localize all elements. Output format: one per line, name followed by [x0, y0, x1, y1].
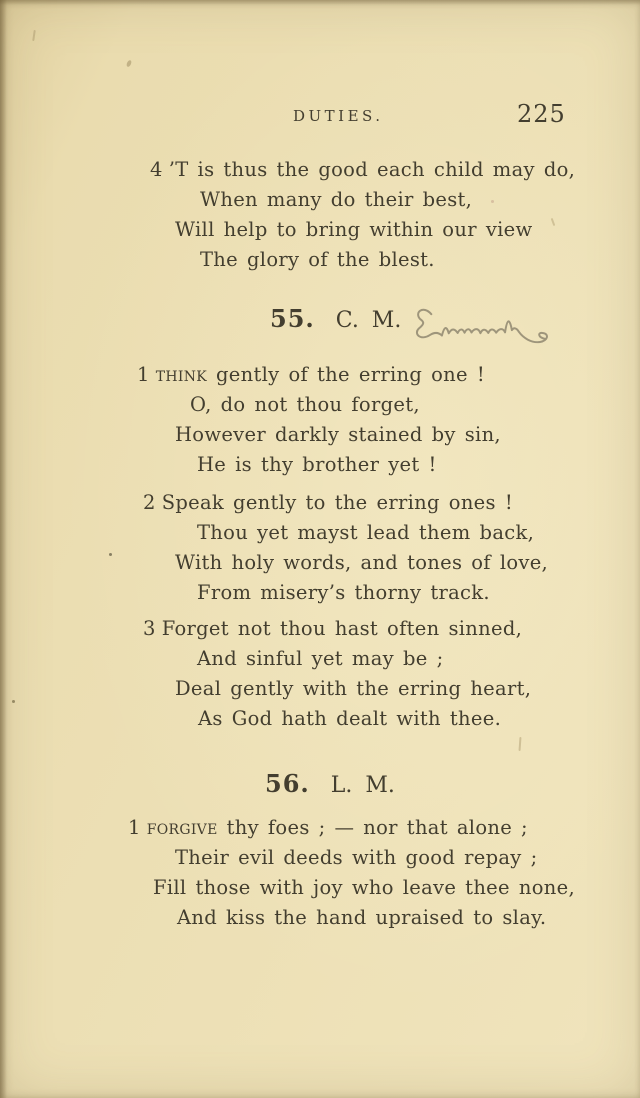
hymn-55-heading	[270, 304, 401, 333]
hymn-56-heading	[265, 769, 395, 798]
page-number: 225	[517, 100, 566, 128]
handwritten-annotation	[409, 297, 569, 352]
verse-number: 2	[143, 491, 156, 514]
verse-number: 4	[150, 158, 163, 181]
verse-line-lead: think	[155, 363, 208, 386]
verse-line-lead: forgive	[146, 816, 218, 839]
verse-line: From misery’s thorny track.	[197, 581, 490, 604]
verse-line-rest: thy foes ; — nor that alone ;	[217, 816, 528, 839]
verse-line-lead: ’T	[168, 158, 189, 181]
verse-line: When many do their best,	[200, 188, 473, 211]
verse-line	[143, 614, 531, 644]
verse-line: He is thy brother yet !	[197, 453, 437, 476]
verse-line: Deal gently with the erring heart,	[175, 677, 532, 700]
page-edge-shadow-left	[0, 0, 7, 1098]
carryover-verse	[150, 155, 575, 275]
hymn-55-verse-1	[137, 360, 501, 480]
verse-line	[137, 360, 501, 390]
hymn-55-verse-2	[143, 488, 548, 608]
verse-line	[143, 488, 548, 518]
verse-line: Fill those with joy who leave thee none,	[153, 876, 575, 899]
hymn-55-verse-3	[143, 614, 531, 734]
hymn-56-verse-1	[128, 813, 575, 933]
paper-speck	[126, 59, 133, 67]
verse-line-lead: Forget	[161, 617, 229, 640]
verse-line-rest: gently of the erring one !	[207, 363, 486, 386]
verse-number: 1	[137, 363, 150, 386]
verse-line: Will help to bring within our view	[175, 218, 533, 241]
verse-number: 1	[128, 816, 141, 839]
running-head-title: DUTIES.	[293, 107, 384, 125]
verse-line-rest: not thou hast often sinned,	[228, 617, 523, 640]
verse-line: However darkly stained by sin,	[175, 423, 501, 446]
verse-number: 3	[143, 617, 156, 640]
verse-line-rest: is thus the good each child may do,	[188, 158, 576, 181]
page-edge-shadow-top	[0, 0, 640, 5]
hymn-number: 56.	[265, 769, 310, 798]
paper-speck	[109, 553, 112, 556]
paper-speck	[491, 200, 494, 203]
verse-line	[150, 155, 575, 185]
paper-scratch	[32, 30, 36, 41]
hymn-number: 55.	[270, 304, 315, 333]
verse-line-lead: Speak	[161, 491, 225, 514]
verse-line: And kiss the hand upraised to slay.	[177, 906, 547, 929]
verse-line: Thou yet mayst lead them back,	[197, 521, 535, 544]
verse-line: As God hath dealt with thee.	[198, 707, 502, 730]
hymn-meter: L. M.	[330, 773, 395, 798]
verse-line: And sinful yet may be ;	[197, 647, 444, 670]
paper-scratch	[519, 737, 522, 751]
verse-line: O, do not thou forget,	[190, 393, 420, 416]
verse-line: Their evil deeds with good repay ;	[175, 846, 538, 869]
handwriting-stroke	[409, 297, 569, 352]
verse-line	[128, 813, 575, 843]
hymn-meter: C. M.	[335, 308, 402, 333]
paper-speck	[12, 700, 15, 703]
verse-line: The glory of the blest.	[200, 248, 435, 271]
verse-line: With holy words, and tones of love,	[175, 551, 549, 574]
verse-line-rest: gently to the erring ones !	[224, 491, 513, 514]
